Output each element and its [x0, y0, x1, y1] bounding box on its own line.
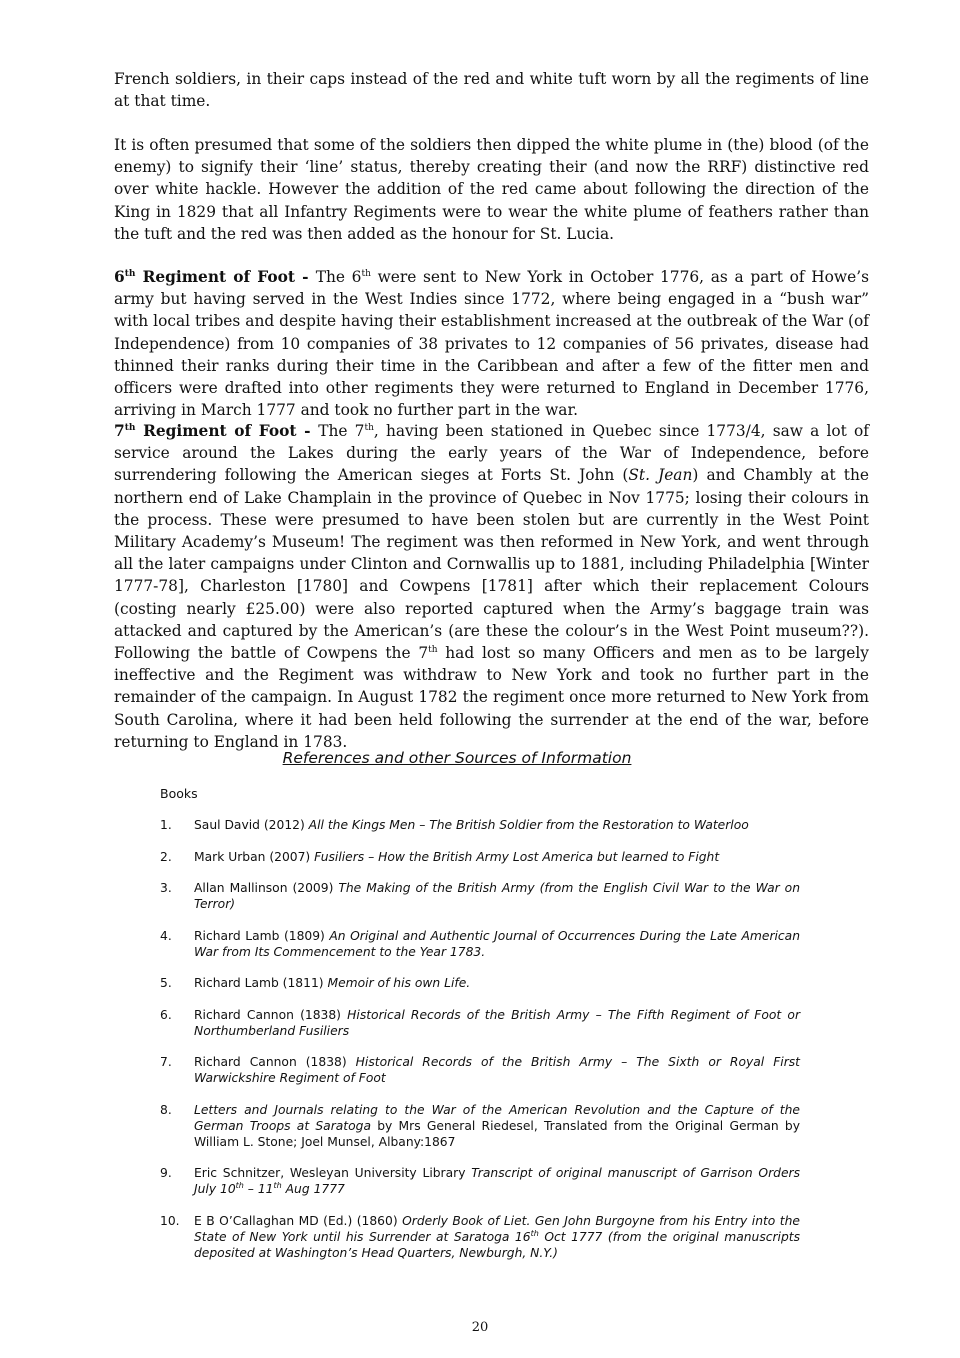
paragraph-7th-regiment: 7th Regiment of Foot - The 7th, having been stationed in Quebec since 1773/4, saw a lot of service around the Lakes during the early years of the War of Independence, before surrendering following the American sieges at Forts St. John (St. Jean) and Chambly at the northern end of Lake Champlain in the province of Quebec in Nov 1775; losing their colours in the process. These were presumed to have been stolen but are currently in the West Point Military Academy’s Museum! The regiment was then reformed in New York, and went through all the later campaigns under Clinton and Cornwallis up to 1881, including Philadelphia [Winter 1777-78], Charleston [1780] and Cowpens [1781] after which their replacement Colours (costing nearly £25.00) were also reported captured when the Army’s baggage train was attacked and captured by the American’s (are these the colour’s in the West Point museum??). Following the battle of Cowpens the 7th had lost so many Officers and men as to be largely ineffective and the Regiment was withdraw to New York and took no further part in the remainder of the campaign. In August 1782 the regiment once more returned to New York from South Carolina, where it had been held following the surrender at the end of the war, before returning to England in 1783.: [114, 422, 869, 751]
reference-item: 8. Letters and Journals relating to the War of the American Revolution and the Capture of the German Troops at Saratoga by Mrs General Riedesel, Translated from the Original German by William L. Stone; Joel Munsel, Albany:1867: [160, 1102, 800, 1149]
paragraph-french-soldiers: French soldiers, in their caps instead of the red and white tuft worn by all the regiments of line at that time.: [114, 70, 869, 111]
reference-item: 6. Richard Cannon (1838) Historical Records of the British Army – The Fifth Regiment of Foot or Northumberland Fusiliers: [160, 1007, 800, 1038]
reference-item: 5. Richard Lamb (1811) Memoir of his own Life.: [160, 976, 471, 990]
reference-item: 7. Richard Cannon (1838) Historical Records of the British Army – The Sixth or Royal First Warwickshire Regiment of Foot: [160, 1055, 800, 1085]
paragraph-hackle-origin: It is often presumed that some of the soldiers then dipped the white plume in (the) blood (of the enemy) to signify their ‘line’ status, thereby creating their (and now the RRF) distinctive red over white hackle. However the addition of the red came about following the direction of the King in 1829 that all Infantry Regiments were to wear the white plume of feathers rather than the tuft and the red was then added as the honour for St. Lucia.: [114, 136, 869, 243]
reference-item: 3. Allan Mallinson (2009) The Making of the British Army (from the English Civil War to the War on Terror): [160, 881, 800, 911]
books-label: Books: [160, 786, 198, 801]
reference-item: 2. Mark Urban (2007) Fusiliers – How the British Army Lost America but learned to Fight: [160, 849, 720, 864]
references-heading: References and other Sources of Information: [282, 749, 632, 767]
section-lead-7th: 7th Regiment of Foot -: [114, 422, 319, 440]
page-number: 20: [471, 1320, 489, 1335]
reference-item: 9. Eric Schnitzer, Wesleyan University Library Transcript of original manuscript of Garrison Orders July 10th – 11th Aug 1777: [160, 1166, 800, 1196]
reference-item: 10. E B O’Callaghan MD (Ed.) (1860) Orderly Book of Liet. Gen John Burgoyne from his Entry into the State of New York until his Surrender at Saratoga 16th Oct 1777 (from the original manuscripts deposited at Washington’s Head Quarters, Newburgh, N.Y.): [160, 1213, 800, 1260]
reference-list: [160, 817, 800, 1276]
reference-item: 1. Saul David (2012) All the Kings Men – The British Soldier from the Restoration to Waterloo: [160, 818, 749, 832]
reference-item: 4. Richard Lamb (1809) An Original and Authentic Journal of Occurrences During the Late American War from Its Commencement to the Year 1783.: [160, 928, 801, 959]
section-lead-6th: 6th Regiment of Foot -: [114, 268, 316, 286]
paragraph-6th-regiment: 6th Regiment of Foot - The 6th were sent to New York in October 1776, as a part of Howe’s army but having served in the West Indies since 1772, where being engaged in a “bush war” with local tribes and despite having their establishment increased at the outbreak of the War (of Independence) from 10 companies of 38 privates to 12 companies of 56 privates, disease had thinned their ranks during their time in the Caribbean and after a few of the fitter men and officers were drafted into other regiments they were returned to England in December 1776, arriving in March 1777 and took no further part in the war.: [114, 268, 869, 420]
